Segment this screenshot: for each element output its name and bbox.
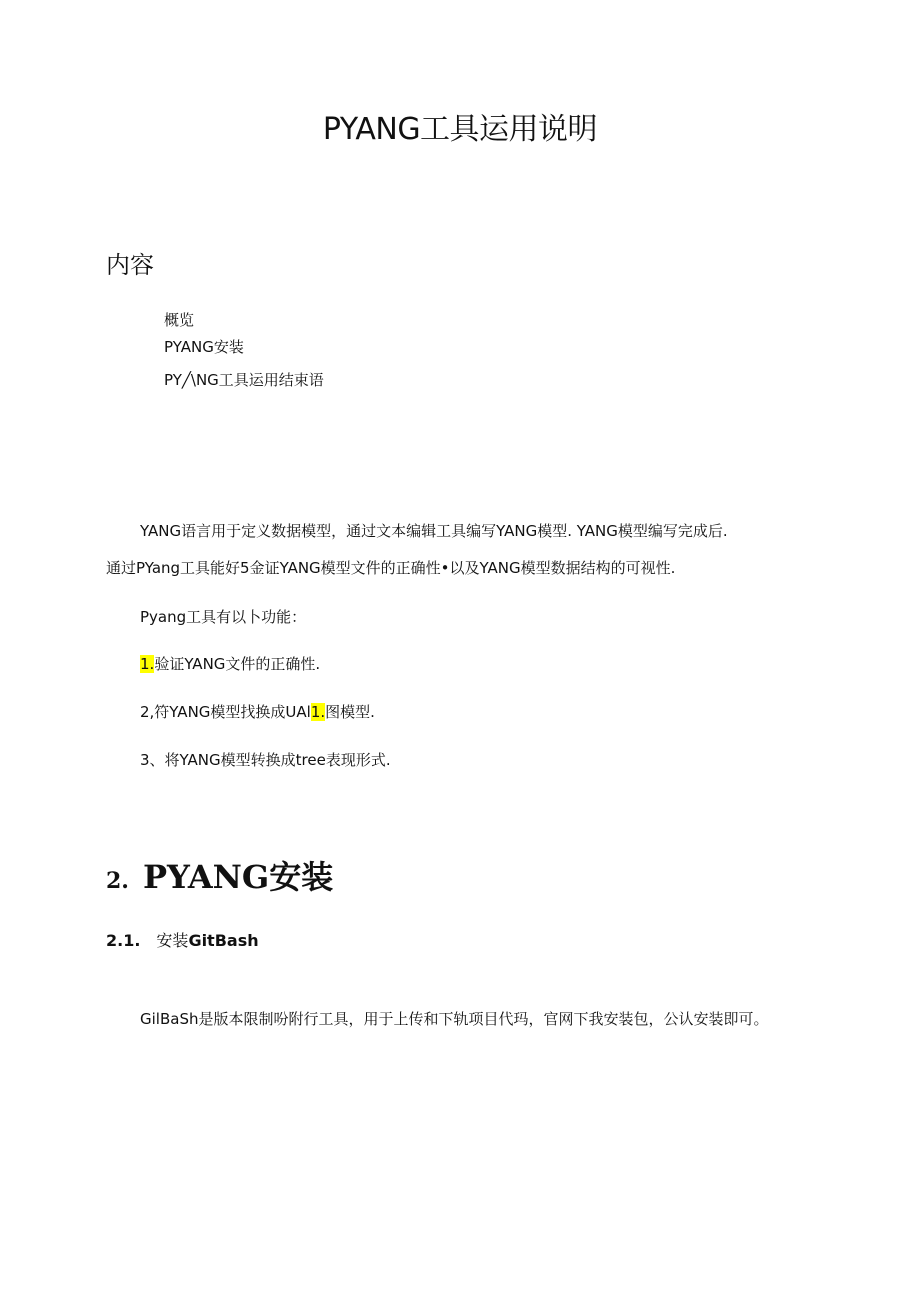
feature-item-2-text-start: 2,符YANG模型找换成UAl xyxy=(140,703,311,721)
section-heading-install xyxy=(106,852,333,898)
document-title: PYANG工具运用说明 xyxy=(322,112,598,147)
toc-item-install[interactable]: PYANG安装 xyxy=(164,338,244,356)
subsection-title-suffix: GitBash xyxy=(188,931,259,950)
toc-item-overview[interactable]: 概览 xyxy=(164,311,195,329)
toc-item-conclusion[interactable]: PY╱\NG工具运用结束语 xyxy=(164,371,324,389)
gitbash-paragraph: GilBaSh是版本限制吩附行工具，用于上传和下轨项目代玛，官网下我安装包，公认安装即可。 xyxy=(140,1010,769,1028)
feature-item-1-number: 1. xyxy=(140,655,155,673)
feature-item-3: 3、将YANG模型转换成tree表现形式. xyxy=(140,751,391,769)
subsection-heading-gitbash xyxy=(106,928,259,951)
feature-item-1-text: 验证YANG文件的正确性. xyxy=(154,655,321,673)
feature-item-2-highlight: 1. xyxy=(310,703,326,721)
intro-paragraph-line-2: 通过PYang工具能好5金证YANG模型文件的正确性•以及YANG模型数据结构的可视性. xyxy=(106,559,676,577)
toc-heading: 内容 xyxy=(106,251,154,279)
subsection-title-prefix: 安装 xyxy=(156,931,189,950)
features-lead-text: Pyang工具有以卜功能： xyxy=(140,608,307,626)
subsection-number: 2.1. xyxy=(106,931,141,950)
intro-paragraph-line-1: YANG语言用于定义数据模型，通过文本编辑工具编写YANG模型. YANG模型编写完成后. xyxy=(140,522,728,540)
section-number: 2. xyxy=(106,868,129,894)
section-title: PYANG安装 xyxy=(142,858,334,896)
feature-item-1 xyxy=(140,653,320,674)
feature-item-2 xyxy=(140,701,375,722)
feature-item-2-text-end: 图模型. xyxy=(325,703,375,721)
